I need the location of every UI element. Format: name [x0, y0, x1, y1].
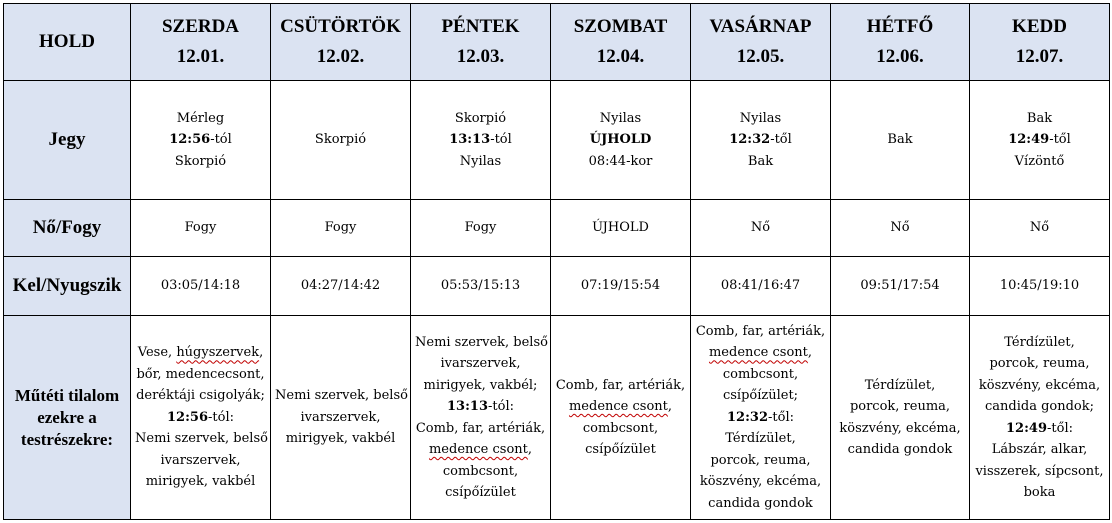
- body-part-text: Comb, far, artériák,: [415, 420, 546, 436]
- sign-text: Mérleg: [176, 110, 225, 126]
- day-date: 12.03.: [456, 46, 505, 67]
- body-part-text: Nemi szervek, belső: [415, 334, 548, 350]
- tilalom-cell-saturday: [551, 316, 691, 520]
- sign-text: Nyilas: [459, 153, 502, 169]
- row-label-line: Műtéti tilalom: [14, 385, 120, 405]
- sign-text: Skorpió: [454, 110, 507, 126]
- body-part-text: candida gondok: [708, 495, 813, 511]
- nofogy-cell: Nő: [970, 200, 1110, 257]
- body-part-text: ,: [259, 345, 264, 361]
- body-part-text: Térdízület,: [725, 431, 796, 447]
- row-label-line: ezekre a: [37, 407, 97, 427]
- day-date: 12.04.: [596, 46, 645, 67]
- sign-text: Skorpió: [174, 153, 227, 169]
- body-part-text: porcok, reuma,: [989, 356, 1090, 371]
- body-part-text: ivarszervek,: [160, 452, 241, 468]
- sign-text: Vízöntő: [1014, 153, 1065, 169]
- day-date: 12.07.: [1015, 46, 1064, 67]
- rise-set-cell: 08:41/16:47: [691, 257, 831, 316]
- sign-text: Bak: [1026, 110, 1053, 126]
- rise-set-cell: 03:05/14:18: [131, 257, 271, 316]
- change-suffix: -tól:: [208, 409, 234, 425]
- jegy-cell-thursday: [271, 81, 411, 200]
- day-date: 12.05.: [736, 46, 785, 67]
- jegy-cell-tuesday: [970, 81, 1110, 200]
- spellcheck-word: medence csont: [568, 399, 668, 414]
- body-part-text: combcsont,: [722, 366, 799, 382]
- day-name: VASÁRNAP: [709, 16, 812, 37]
- body-part-text: ivarszervek,: [300, 409, 381, 425]
- day-name: SZERDA: [161, 16, 240, 37]
- day-header-monday: [831, 4, 970, 81]
- body-part-text: köszvény, ekcéma,: [699, 474, 822, 490]
- tilalom-cell-wednesday: [131, 316, 271, 520]
- body-part-text: Vese,: [137, 345, 177, 361]
- row-label-nofogy: Nő/Fogy: [4, 200, 131, 257]
- body-part-text: csípőízület: [585, 442, 656, 457]
- tilalom-cell-monday: [831, 316, 970, 520]
- sign-text: Nyilas: [599, 110, 642, 126]
- sign-change-suffix: -től: [1049, 132, 1071, 148]
- tilalom-cell-thursday: [271, 316, 411, 520]
- change-time: 12:32: [727, 409, 768, 425]
- sign-change-suffix: -tól: [490, 132, 512, 148]
- tilalom-cell-friday: [411, 316, 551, 520]
- body-part-text: candida gondok;: [984, 399, 1094, 414]
- day-date: 12.06.: [876, 46, 924, 67]
- body-part-text: Lábszár, alkar,: [991, 442, 1088, 457]
- header-row: [4, 4, 1110, 81]
- body-part-text: mirigyek, vakbél;: [423, 377, 538, 393]
- sign-change-time: 12:32: [729, 132, 771, 148]
- body-part-text: Nemi szervek, belső: [275, 388, 408, 404]
- nofogy-row: [4, 200, 1110, 257]
- nofogy-cell: ÚJHOLD: [551, 200, 691, 257]
- body-part-text: porcok, reuma,: [710, 452, 811, 468]
- day-header-sunday: [691, 4, 831, 81]
- nofogy-cell: Nő: [691, 200, 831, 257]
- change-time: 13:13: [447, 399, 488, 414]
- rise-set-cell: 07:19/15:54: [551, 257, 691, 316]
- body-part-text: ,: [527, 442, 533, 457]
- day-header-tuesday: [970, 4, 1110, 81]
- kel-row: [4, 257, 1110, 316]
- body-part-text: bőr, medencecsont,: [136, 366, 265, 382]
- day-name: CSÜTÖRTÖK: [280, 16, 401, 37]
- body-part-text: csípőízület: [445, 485, 516, 500]
- body-part-text: candida gondok: [847, 442, 953, 457]
- spellcheck-word: medence csont: [428, 442, 528, 457]
- moon-calendar-table: [3, 3, 1110, 520]
- sign-text: Nyilas: [739, 110, 782, 126]
- nofogy-cell: Fogy: [131, 200, 271, 257]
- change-time: 12:56: [167, 409, 208, 425]
- day-header-thursday: [271, 4, 411, 81]
- sign-text: Bak: [747, 153, 774, 169]
- nofogy-cell: Fogy: [411, 200, 551, 257]
- body-part-text: deréktáji csigolyák;: [136, 388, 265, 404]
- new-moon-time: 08:44-kor: [588, 153, 653, 169]
- body-part-text: Térdízület,: [1004, 334, 1075, 350]
- body-part-text: ,: [807, 345, 813, 361]
- body-part-text: Comb, far, artériák,: [555, 377, 686, 393]
- body-part-text: visszerek, sípcsont,: [975, 463, 1104, 479]
- body-part-text: köszvény, ekcéma,: [978, 377, 1101, 393]
- day-name: PÉNTEK: [441, 16, 520, 37]
- sign-change: [135, 129, 266, 151]
- nofogy-cell: Fogy: [271, 200, 411, 257]
- day-name: KEDD: [1012, 16, 1067, 37]
- rise-set-cell: 10:45/19:10: [970, 257, 1110, 316]
- sign-change-time: 13:13: [449, 132, 491, 148]
- day-name: SZOMBAT: [573, 16, 668, 37]
- tilalom-cell-sunday: [691, 316, 831, 520]
- change-suffix: -től:: [768, 409, 794, 425]
- day-name: HÉTFŐ: [866, 16, 934, 37]
- body-part-text: köszvény, ekcéma,: [839, 420, 961, 436]
- day-header-wednesday: [131, 4, 271, 81]
- body-part-text: mirigyek, vakbél: [285, 431, 396, 447]
- rise-set-cell: 05:53/15:13: [411, 257, 551, 316]
- body-part-text: ivarszervek,: [440, 356, 521, 371]
- jegy-row: [4, 81, 1110, 200]
- sign-change: [695, 129, 826, 151]
- jegy-cell-friday: [411, 81, 551, 200]
- body-part-text: Comb, far, artériák,: [695, 323, 826, 339]
- sign-change-time: 12:56: [169, 132, 211, 148]
- tilalom-cell-tuesday: [970, 316, 1110, 520]
- sign-change: [415, 129, 546, 151]
- body-part-text: csípőízület;: [722, 388, 799, 404]
- body-part-text: combcsont,: [442, 463, 519, 479]
- rise-set-cell: 09:51/17:54: [831, 257, 970, 316]
- sign-change-suffix: -tól: [210, 132, 232, 148]
- row-label-tilalom: [4, 316, 131, 520]
- sign-change-time: 12:49: [1008, 132, 1050, 148]
- body-part-text: porcok, reuma,: [849, 399, 951, 414]
- day-date: 12.02.: [316, 46, 365, 67]
- day-header-saturday: [551, 4, 691, 81]
- body-part-text: boka: [1023, 485, 1056, 500]
- body-part-text: mirigyek, vakbél: [145, 474, 256, 490]
- spellcheck-word: medence csont: [708, 345, 808, 361]
- body-part-text: Térdízület,: [864, 377, 936, 393]
- change-time: 12:49: [1006, 420, 1047, 436]
- day-header-friday: [411, 4, 551, 81]
- change-suffix: -től:: [1047, 420, 1073, 436]
- row-label-jegy: Jegy: [4, 81, 131, 200]
- change-suffix: -tól:: [488, 399, 514, 414]
- row-label-kel: Kel/Nyugszik: [4, 257, 131, 316]
- spellcheck-word: húgyszervek: [176, 345, 260, 361]
- sign-text: Bak: [887, 132, 913, 148]
- jegy-cell-saturday: [551, 81, 691, 200]
- body-part-text: combcsont,: [582, 420, 659, 436]
- body-part-text: ,: [667, 399, 673, 414]
- corner-label: HOLD: [4, 4, 131, 81]
- jegy-cell-sunday: [691, 81, 831, 200]
- new-moon-label: ÚJHOLD: [589, 132, 652, 148]
- jegy-cell-wednesday: [131, 81, 271, 200]
- body-part-text: Nemi szervek, belső: [135, 431, 268, 447]
- day-date: 12.01.: [176, 46, 225, 67]
- jegy-cell-monday: [831, 81, 970, 200]
- sign-change-suffix: -től: [770, 132, 792, 148]
- tilalom-row: [4, 316, 1110, 520]
- rise-set-cell: 04:27/14:42: [271, 257, 411, 316]
- nofogy-cell: Nő: [831, 200, 970, 257]
- sign-text: Skorpió: [314, 132, 367, 148]
- sign-change: [974, 129, 1105, 151]
- row-label-line: testrészekre:: [20, 429, 114, 449]
